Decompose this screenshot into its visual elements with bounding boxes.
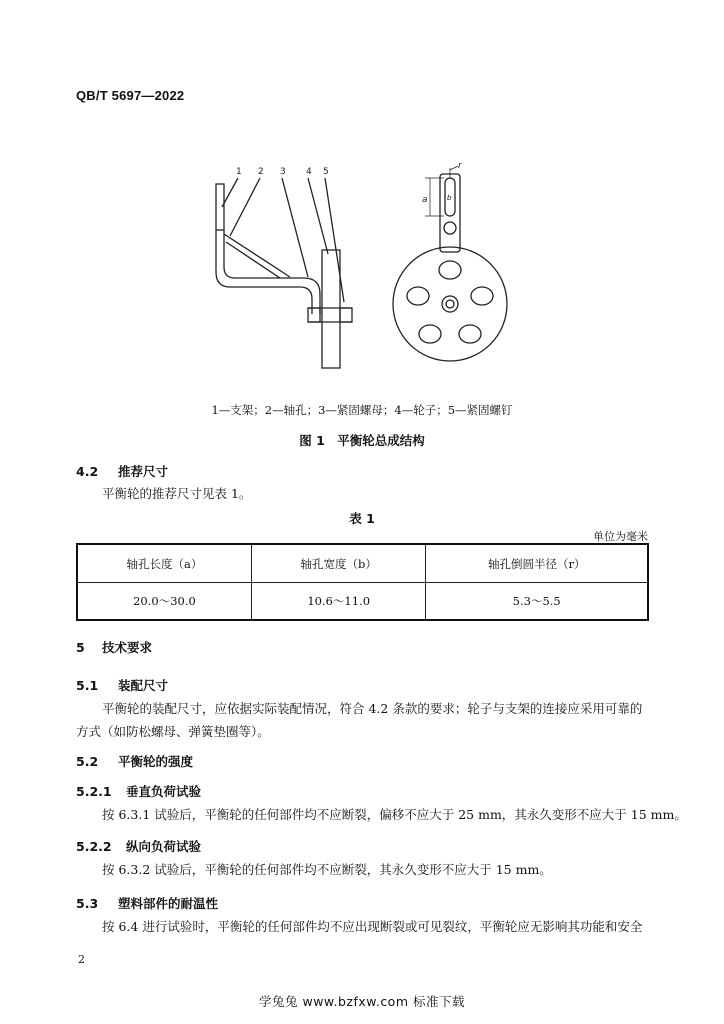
watermark-footer: 学兔兔 www.bzfxw.com 标准下载 (259, 994, 465, 1009)
section-number: 5.2 (76, 754, 99, 769)
section-number: 4.2 (76, 464, 99, 479)
table-cell: 20.0～30.0 (77, 583, 251, 621)
section-title: 纵向负荷试验 (125, 839, 201, 854)
section-title: 平衡轮的强度 (117, 754, 193, 769)
page-number: 2 (78, 953, 85, 966)
section-number: 5.3 (76, 896, 99, 911)
table-header-cell: 轴孔倒圆半径（r） (426, 544, 648, 583)
table-cell: 5.3～5.5 (426, 583, 648, 621)
section-5-3-heading (76, 894, 218, 912)
figure-legend: 1—支架；2—轴孔；3—紧固螺母；4—轮子；5—紧固螺钉 (211, 403, 513, 417)
section-5-1-text-line1: 平衡轮的装配尺寸，应依据实际装配情况，符合 4.2 条款的要求；轮子与支架的连接应采用可靠的 (102, 701, 643, 716)
figure-title: 图 1 平衡轮总成结构 (299, 433, 425, 448)
dim-r-label: r (458, 162, 462, 171)
dim-a-label: a (422, 195, 428, 205)
callout-1: 1 (236, 167, 242, 177)
figure-1-drawing (200, 162, 530, 372)
callout-3: 3 (280, 167, 286, 177)
balance-wheel-assembly-diagram (200, 162, 530, 372)
section-5-2-2-heading (76, 837, 201, 855)
callout-2: 2 (258, 167, 264, 177)
table-1 (76, 543, 649, 621)
table-cell: 10.6～11.0 (251, 583, 425, 621)
table-header-cell: 轴孔宽度（b） (251, 544, 425, 583)
table-1-unit: 单位为毫米 (593, 530, 648, 543)
callout-5: 5 (323, 167, 329, 177)
section-4-2-text: 平衡轮的推荐尺寸见表 1。 (102, 486, 252, 501)
section-title: 垂直负荷试验 (125, 784, 201, 799)
table-header-row (77, 544, 648, 583)
section-number: 5 (76, 640, 85, 655)
section-5-2-1-heading (76, 782, 201, 800)
table-header-cell: 轴孔长度（a） (77, 544, 251, 583)
table-row (77, 583, 648, 621)
section-5-heading (76, 638, 152, 656)
section-5-1-heading (76, 676, 168, 694)
section-5-2-heading (76, 752, 193, 770)
section-title: 推荐尺寸 (117, 464, 168, 479)
section-5-2-1-text: 按 6.3.1 试验后，平衡轮的任何部件均不应断裂，偏移不应大于 25 mm，其永久变形不应大于 15 mm。 (102, 807, 687, 822)
section-title: 装配尺寸 (117, 678, 168, 693)
section-4-2-heading (76, 462, 168, 480)
section-5-1-text-line2: 方式（如防松螺母、弹簧垫圈等）。 (76, 724, 270, 739)
section-number: 5.1 (76, 678, 99, 693)
section-number: 5.2.1 (76, 784, 112, 799)
section-title: 塑料部件的耐温性 (117, 896, 218, 911)
dim-b-label: b (447, 194, 452, 202)
table-1-title: 表 1 (349, 511, 375, 526)
document-code-header: QB/T 5697—2022 (76, 88, 185, 103)
section-title: 技术要求 (101, 640, 152, 655)
section-5-3-text: 按 6.4 进行试验时，平衡轮的任何部件均不应出现断裂或可见裂纹，平衡轮应无影响其功能和安全 (102, 919, 643, 934)
callout-4: 4 (306, 167, 312, 177)
section-number: 5.2.2 (76, 839, 112, 854)
section-5-2-2-text: 按 6.3.2 试验后，平衡轮的任何部件均不应断裂，其永久变形不应大于 15 mm。 (102, 862, 552, 877)
